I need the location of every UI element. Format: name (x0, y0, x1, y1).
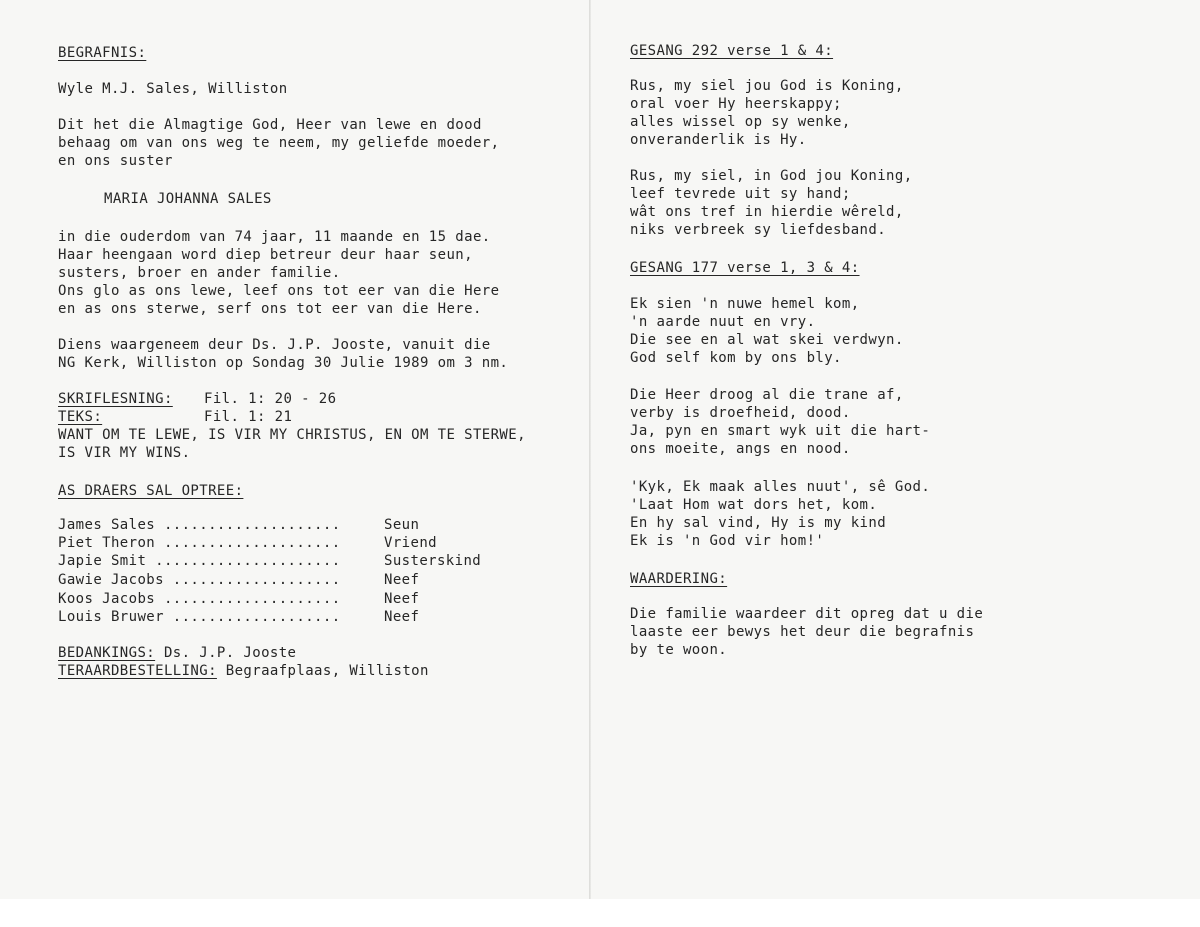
pallbearer-relation: Neef (384, 591, 420, 607)
verse-line: WANT OM TE LEWE, IS VIR MY CHRISTUS, EN OM TE STERWE, (58, 427, 526, 443)
scan-margin (0, 899, 1200, 927)
pallbearer-row (58, 590, 488, 608)
appreciation-line: by te woon. (630, 642, 728, 658)
verse-line: IS VIR MY WINS. (58, 445, 191, 461)
hymn-line: Die see en al wat skei verdwyn. (630, 332, 904, 348)
hymn-line: alles wissel op sy wenke, (630, 114, 851, 130)
burial-value: Begraafplaas, Williston (216, 663, 429, 679)
pallbearer-relation: Susterskind (384, 553, 482, 569)
hymn-line: Rus, my siel jou God is Koning, (630, 78, 904, 94)
thanks-line (58, 644, 296, 662)
funeral-heading: BEGRAFNIS: (58, 45, 147, 61)
hymn-line: leef tevrede uit sy hand; (630, 186, 851, 202)
pallbearer-row (58, 516, 488, 534)
hymn-line: wât ons tref in hierdie wêreld, (630, 204, 904, 220)
text-label: TEKS: (58, 409, 103, 425)
announcement-line: behaag om van ons weg te neem, my geliefde moeder, (58, 135, 500, 151)
appreciation-line: laaste eer bewys het deur die begrafnis (630, 624, 975, 640)
announcement-line: Dit het die Almagtige God, Heer van lewe en dood (58, 117, 482, 133)
hymn-line: 'Laat Hom wat dors het, kom. (630, 497, 878, 513)
scripture-label: SKRIFLESNING: (58, 391, 173, 407)
appreciation-heading: WAARDERING: (630, 571, 728, 587)
deceased-line: Wyle M.J. Sales, Williston (58, 81, 288, 97)
pallbearer-name: James Sales .................... (58, 517, 341, 533)
pallbearer-name: Piet Theron .................... (58, 535, 341, 551)
pallbearer-name: Koos Jacobs .................... (58, 591, 341, 607)
pallbearer-relation: Neef (384, 572, 420, 588)
hymn-177-heading: GESANG 177 verse 1, 3 & 4: (630, 260, 860, 276)
pallbearer-relation: Vriend (384, 535, 437, 551)
pallbearer-row (58, 571, 488, 589)
pallbearer-relation: Seun (384, 517, 420, 533)
pallbearer-relation: Neef (384, 609, 420, 625)
hymn-line: niks verbreek sy liefdesband. (630, 222, 887, 238)
hymn-line: Ek is 'n God vir hom!' (630, 533, 825, 549)
pallbearer-row (58, 534, 488, 552)
hymn-line: oral voer Hy heerskappy; (630, 96, 842, 112)
pallbearer-name: Gawie Jacobs ................... (58, 572, 341, 588)
pallbearers-heading: AS DRAERS SAL OPTREE: (58, 483, 244, 499)
scripture-value: Fil. 1: 20 - 26 (204, 391, 337, 407)
hymn-line: Ja, pyn en smart wyk uit die hart- (630, 423, 931, 439)
hymn-line: 'Kyk, Ek maak alles nuut', sê God. (630, 479, 931, 495)
hymn-line: 'n aarde nuut en vry. (630, 314, 816, 330)
details-line: Ons glo as ons lewe, leef ons tot eer van die Here (58, 283, 500, 299)
hymn-line: Ek sien 'n nuwe hemel kom, (630, 296, 860, 312)
pallbearer-row (58, 608, 488, 626)
burial-line (58, 662, 429, 680)
appreciation-line: Die familie waardeer dit opreg dat u die (630, 606, 984, 622)
thanks-label: BEDANKINGS: (58, 645, 156, 661)
burial-label: TERAARDBESTELLING: (58, 663, 217, 679)
announcement-line: en ons suster (58, 153, 173, 169)
pallbearer-name: Louis Bruwer ................... (58, 609, 341, 625)
thanks-value: Ds. J.P. Jooste (155, 645, 297, 661)
hymn-line: En hy sal vind, Hy is my kind (630, 515, 887, 531)
hymn-line: Rus, my siel, in God jou Koning, (630, 168, 913, 184)
service-line: NG Kerk, Williston op Sondag 30 Julie 1989 om 3 nm. (58, 355, 509, 371)
details-line: Haar heengaan word diep betreur deur haar seun, (58, 247, 473, 263)
hymn-line: verby is droefheid, dood. (630, 405, 851, 421)
text-value: Fil. 1: 21 (204, 409, 293, 425)
details-line: in die ouderdom van 74 jaar, 11 maande en 15 dae. (58, 229, 491, 245)
pallbearer-name: Japie Smit ..................... (58, 553, 341, 569)
hymn-line: onveranderlik is Hy. (630, 132, 807, 148)
hymn-line: God self kom by ons bly. (630, 350, 842, 366)
hymn-line: ons moeite, angs en nood. (630, 441, 851, 457)
details-line: en as ons sterwe, serf ons tot eer van die Here. (58, 301, 482, 317)
page-fold (589, 0, 591, 927)
hymn-line: Die Heer droog al die trane af, (630, 387, 904, 403)
deceased-full-name: MARIA JOHANNA SALES (104, 191, 272, 207)
service-line: Diens waargeneem deur Ds. J.P. Jooste, vanuit die (58, 337, 491, 353)
details-line: susters, broer en ander familie. (58, 265, 341, 281)
hymn-292-heading: GESANG 292 verse 1 & 4: (630, 43, 834, 59)
pallbearer-row (58, 552, 488, 570)
